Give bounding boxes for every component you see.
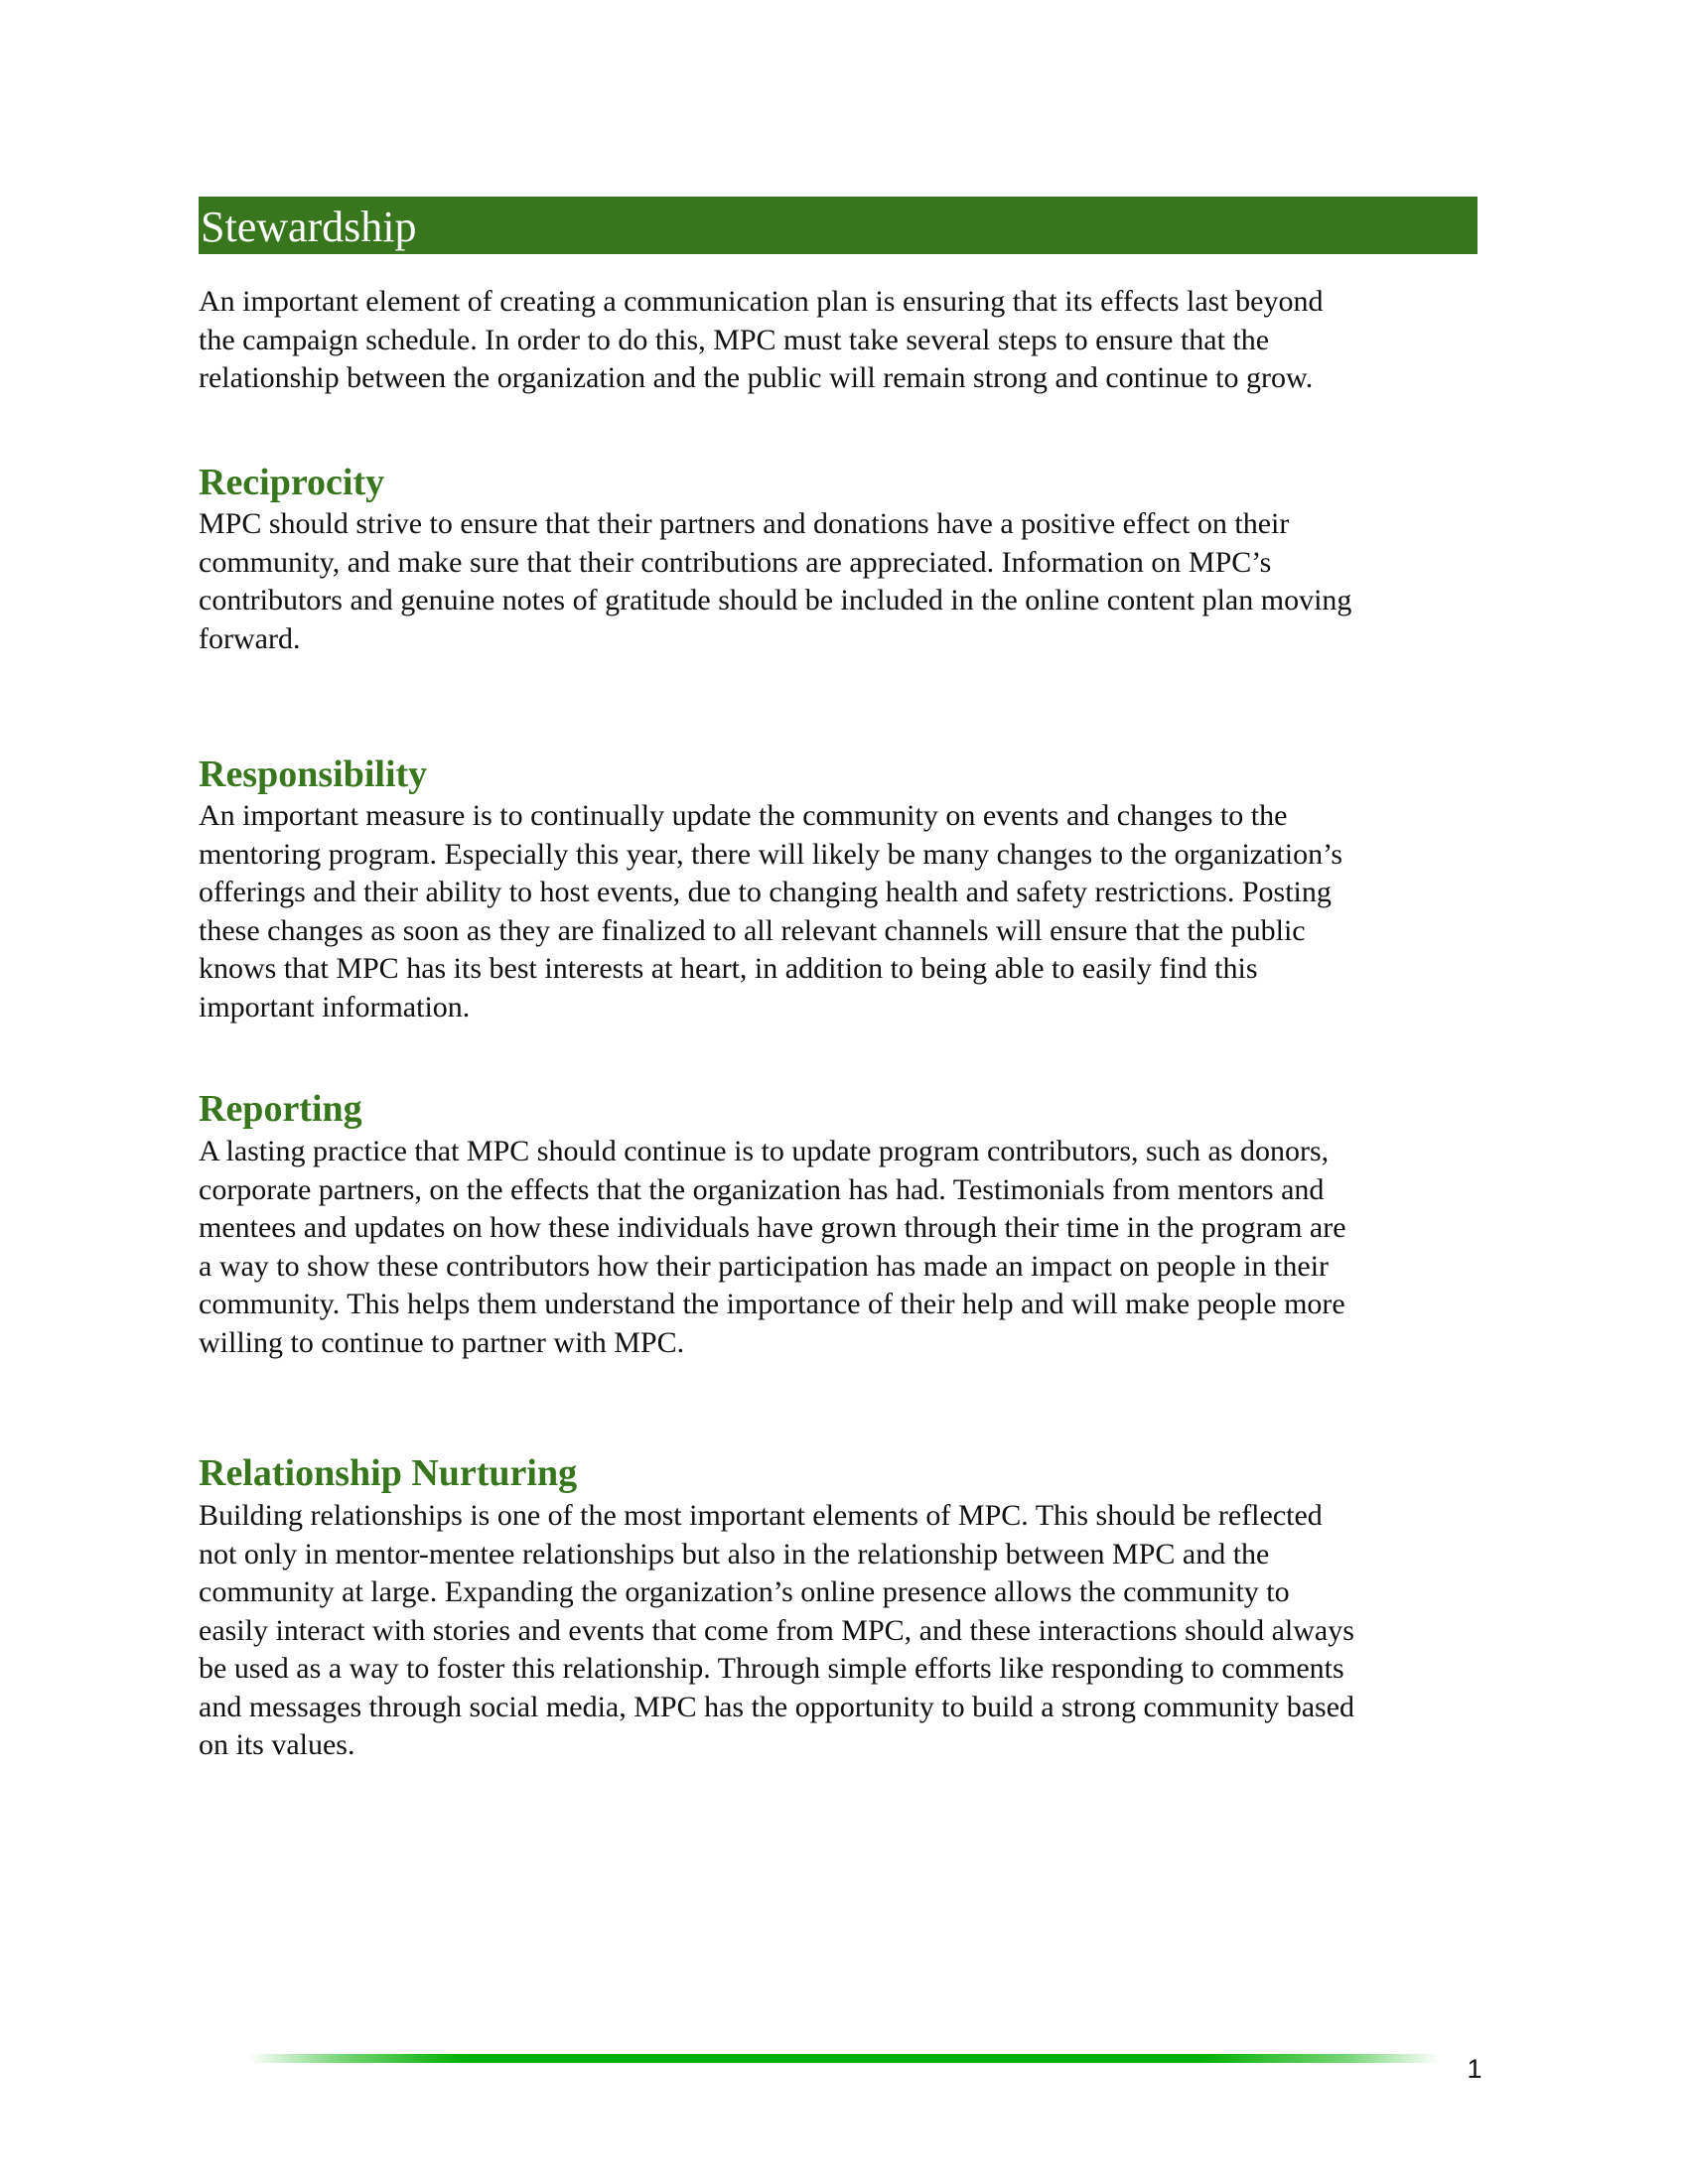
body-line: important information. [199, 990, 471, 1024]
section-body-responsibility [199, 797, 1489, 1026]
body-line: knows that MPC has its best interests at heart, in addition to being able to easily find this [199, 952, 1258, 985]
body-line: MPC should strive to ensure that their partners and donations have a positive effect on their [199, 507, 1290, 540]
section-body-relationship-nurturing [199, 1497, 1489, 1765]
footer-divider [248, 2054, 1440, 2063]
body-line: willing to continue to partner with MPC. [199, 1325, 685, 1359]
body-line: corporate partners, on the effects that the organization has had. Testimonials from mentors and [199, 1172, 1325, 1206]
body-line: be used as a way to foster this relationship. Through simple efforts like responding to comments [199, 1652, 1344, 1685]
body-line: A lasting practice that MPC should continue is to update program contributors, such as donors, [199, 1135, 1330, 1167]
intro-line: An important element of creating a communication plan is ensuring that its effects last beyond [199, 285, 1324, 318]
intro-line: the campaign schedule. In order to do this, MPC must take several steps to ensure that the [199, 323, 1270, 356]
page-number: 1 [1467, 2054, 1482, 2084]
body-line: and messages through social media, MPC has the opportunity to build a strong community based [199, 1690, 1355, 1723]
section-heading-responsibility: Responsibility [199, 753, 428, 795]
body-line: community. This helps them understand the importance of their help and will make people more [199, 1288, 1345, 1320]
section-heading-relationship-nurturing: Relationship Nurturing [199, 1452, 578, 1494]
section-heading-reciprocity: Reciprocity [199, 462, 385, 503]
section-heading-reporting: Reporting [199, 1088, 362, 1130]
body-line: not only in mentor-mentee relationships but also in the relationship between MPC and the [199, 1537, 1270, 1570]
body-line: An important measure is to continually update the community on events and changes to the [199, 799, 1288, 832]
body-line: mentoring program. Especially this year, there will likely be many changes to the organization’s [199, 837, 1343, 871]
body-line: Building relationships is one of the most important elements of MPC. This should be reflected [199, 1499, 1323, 1532]
body-line: on its values. [199, 1728, 355, 1761]
body-line: mentees and updates on how these individuals have grown through their time in the program are [199, 1211, 1346, 1244]
body-line: contributors and genuine notes of gratitude should be included in the online content plan moving [199, 584, 1352, 616]
title-bar [199, 197, 1477, 254]
intro-line: relationship between the organization and the public will remain strong and continue to grow. [199, 361, 1314, 394]
body-line: offerings and their ability to host events, due to changing health and safety restrictions. Posting [199, 876, 1332, 908]
body-line: easily interact with stories and events that come from MPC, and these interactions should always [199, 1613, 1354, 1647]
body-line: forward. [199, 621, 301, 655]
section-body-reporting [199, 1133, 1489, 1362]
body-line: community at large. Expanding the organization’s online presence allows the community to [199, 1575, 1290, 1608]
section-body-reciprocity [199, 505, 1489, 658]
body-line: community, and make sure that their contributions are appreciated. Information on MPC’s [199, 545, 1272, 579]
body-line: a way to show these contributors how their participation has made an impact on people in their [199, 1249, 1330, 1283]
page-title: Stewardship [201, 203, 417, 251]
intro-paragraph [199, 283, 1489, 398]
body-line: these changes as soon as they are finalized to all relevant channels will ensure that the public [199, 913, 1306, 947]
